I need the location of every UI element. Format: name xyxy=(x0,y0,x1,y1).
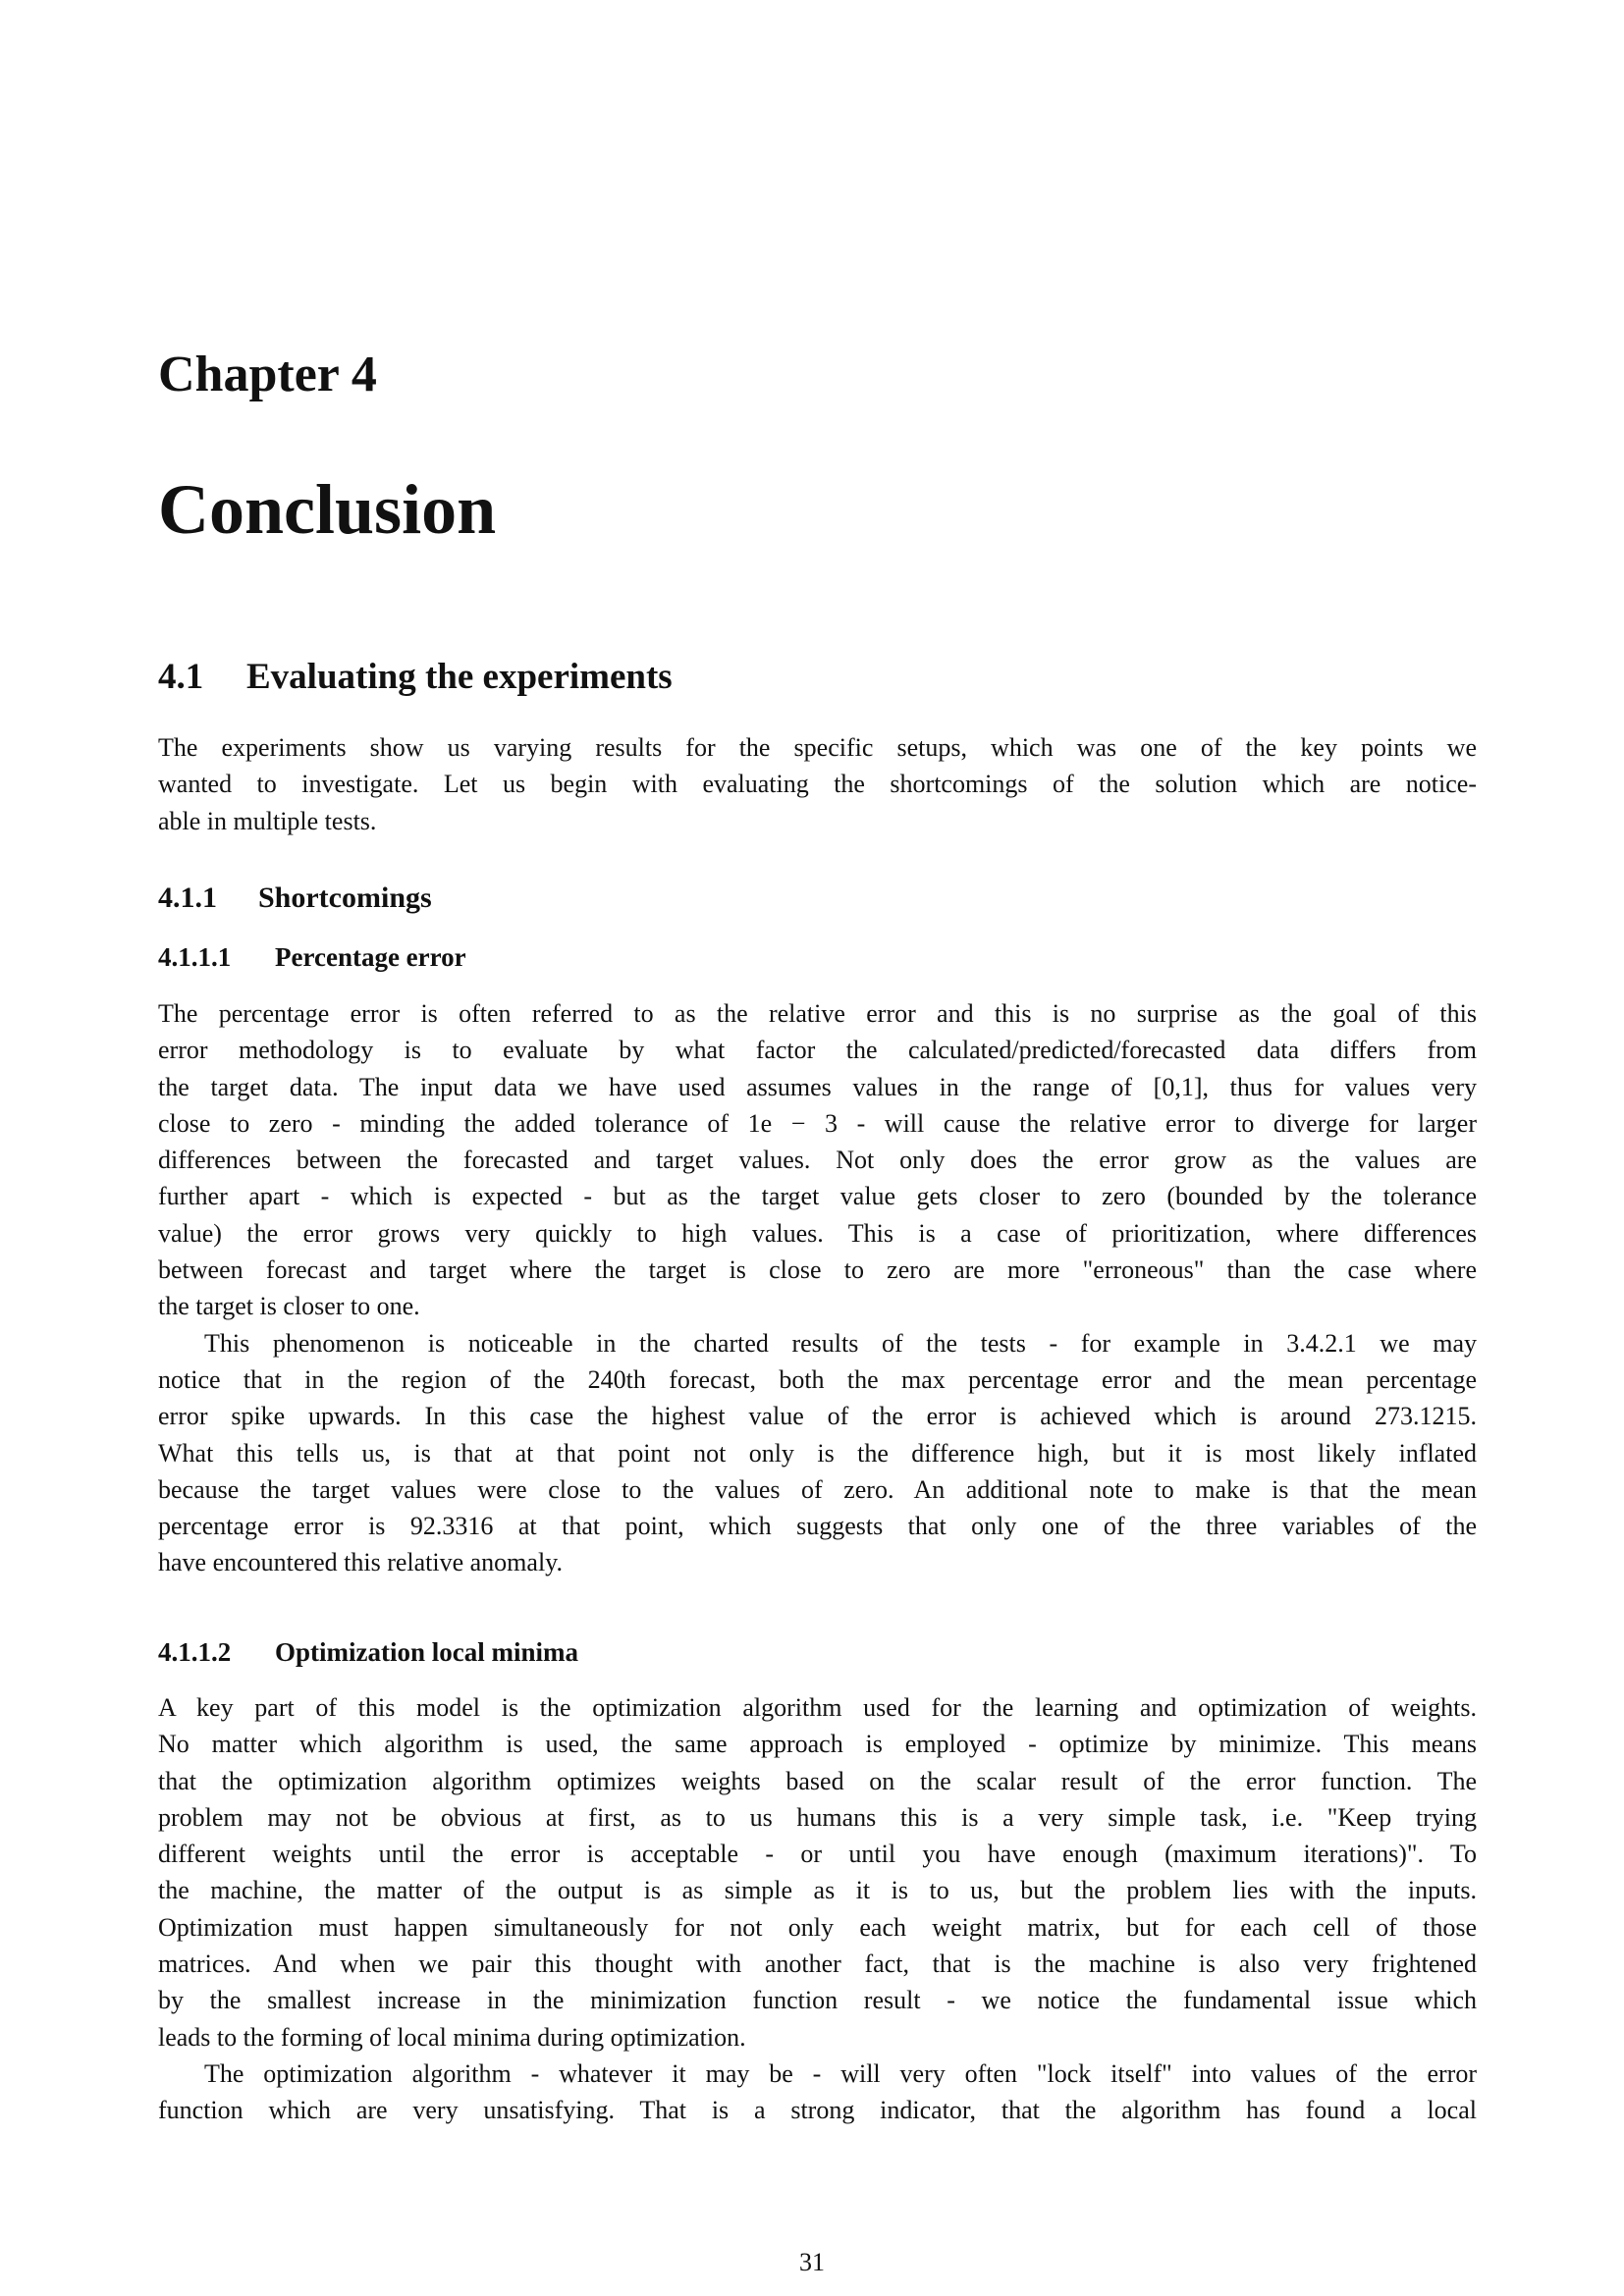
subsubsection-heading xyxy=(158,1637,1477,1668)
intro-text xyxy=(158,729,1477,839)
section-number: 4.1 xyxy=(158,657,204,697)
subsubsection-title: Optimization local minima xyxy=(275,1637,578,1667)
text-line: the target is closer to one. xyxy=(158,1292,420,1321)
percentage-error-text xyxy=(158,995,1477,1581)
text-line: This phenomenon is noticeable in the charted results of the tests - for example in 3.4.2.1 we may xyxy=(204,1328,1477,1358)
text-line: the target data. The input data we have used assumes values in the range of [0,1], thus for values very xyxy=(158,1072,1477,1101)
text-line: further apart - which is expected - but as the target value gets closer to zero (bounded by the tolerance xyxy=(158,1182,1477,1211)
text-line: able in multiple tests. xyxy=(158,806,377,835)
page-number: 31 xyxy=(799,2248,825,2276)
text-line: The optimization algorithm - whatever it may be - will very often "lock itself" into values of the error xyxy=(204,2058,1477,2088)
text-line: leads to the forming of local minima during optimization. xyxy=(158,2022,746,2052)
text-line: have encountered this relative anomaly. xyxy=(158,1548,563,1577)
text-line: What this tells us, is that at that point not only is the difference high, but it is most likely inflated xyxy=(158,1438,1477,1468)
text-line: the machine, the matter of the output is as simple as it is to us, but the problem lies with the inputs. xyxy=(158,1876,1477,1905)
text-line: percentage error is 92.3316 at that point, which suggests that only one of the three variables of the xyxy=(158,1512,1477,1541)
section-heading xyxy=(158,656,1477,698)
text-line: that the optimization algorithm optimizes weights based on the scalar result of the error function. The xyxy=(158,1766,1477,1795)
text-line: value) the error grows very quickly to high values. This is a case of prioritization, where differences xyxy=(158,1218,1477,1248)
text-line: error methodology is to evaluate by what factor the calculated/predicted/forecasted data differs from xyxy=(158,1036,1477,1065)
text-line: The percentage error is often referred to as the relative error and this is no surprise as the goal of this xyxy=(158,999,1477,1028)
text-line: because the target values were close to the values of zero. An additional note to make is that the mean xyxy=(158,1474,1477,1504)
subsubsection-heading xyxy=(158,942,1477,973)
subsection-number: 4.1.1 xyxy=(158,881,217,914)
text-line: error spike upwards. In this case the highest value of the error is achieved which is around 273.1215. xyxy=(158,1402,1477,1431)
text-line: function which are very unsatisfying. That is a strong indicator, that the algorithm has found a local xyxy=(158,2096,1477,2125)
subsection-title: Shortcomings xyxy=(258,881,432,914)
text-line: No matter which algorithm is used, the same approach is employed - optimize by minimize. This means xyxy=(158,1730,1477,1759)
text-line: different weights until the error is acceptable - or until you have enough (maximum iterations)". To xyxy=(158,1840,1477,1869)
text-line: problem may not be obvious at first, as to us humans this is a very simple task, i.e. "Keep trying xyxy=(158,1802,1477,1832)
local-minima-text xyxy=(158,1689,1477,2129)
text-line: between forecast and target where the target is close to zero are more "erroneous" than the case where xyxy=(158,1255,1477,1285)
text-line: matrices. And when we pair this thought with another fact, that is the machine is also very frightened xyxy=(158,1949,1477,1979)
paragraph xyxy=(158,995,1477,1325)
chapter-label: Chapter 4 xyxy=(158,347,377,402)
text-line: differences between the forecasted and target values. Not only does the error grow as the values are xyxy=(158,1146,1477,1175)
text-line: close to zero - minding the added tolerance of 1e − 3 - will cause the relative error to diverge for larger xyxy=(158,1108,1477,1138)
paragraph xyxy=(158,1689,1477,2056)
chapter-title: Conclusion xyxy=(158,470,497,549)
text-line: wanted to investigate. Let us begin with evaluating the shortcomings of the solution which are notice- xyxy=(158,770,1477,799)
text-line: The experiments show us varying results for the specific setups, which was one of the key points we xyxy=(158,733,1477,762)
paragraph xyxy=(158,2056,1477,2129)
text-line: A key part of this model is the optimization algorithm used for the learning and optimization of weights. xyxy=(158,1693,1477,1722)
subsubsection-number: 4.1.1.2 xyxy=(158,1637,232,1667)
text-line: Optimization must happen simultaneously for not only each weight matrix, but for each cell of those xyxy=(158,1912,1477,1942)
subsection-heading xyxy=(158,881,1477,915)
text-line: by the smallest increase in the minimization function result - we notice the fundamental issue which xyxy=(158,1986,1477,2015)
paragraph xyxy=(158,1325,1477,1581)
subsubsection-number: 4.1.1.1 xyxy=(158,942,232,972)
subsubsection-title: Percentage error xyxy=(275,942,466,972)
text-line: notice that in the region of the 240th forecast, both the max percentage error and the mean percentage xyxy=(158,1364,1477,1394)
section-title: Evaluating the experiments xyxy=(246,657,673,697)
paragraph xyxy=(158,729,1477,839)
